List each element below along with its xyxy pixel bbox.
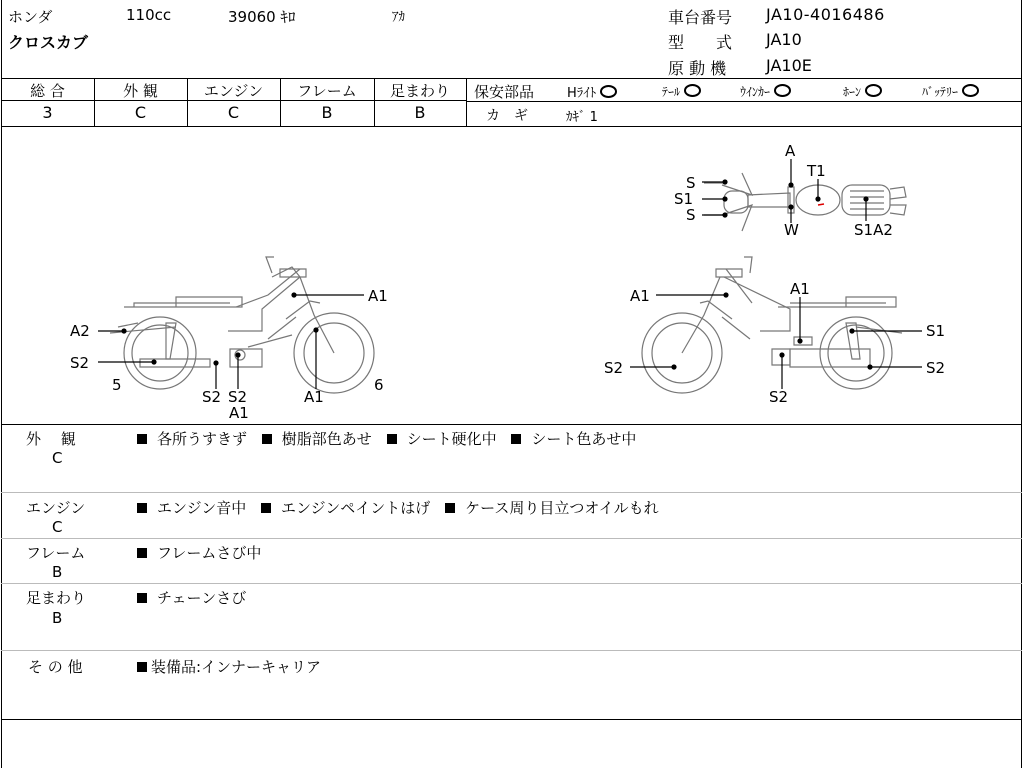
mileage: 39060 ｷﾛ: [228, 8, 296, 26]
left-side-bike: [110, 257, 374, 393]
grade-engine-value: C: [227, 103, 240, 122]
remark-engine-grade: C: [52, 518, 63, 536]
color: ｱｶ: [392, 10, 405, 25]
bullet-icon: [137, 434, 147, 444]
remark-exterior-grade: C: [52, 449, 63, 467]
remark-engine-items: エンジン音中 エンジンペイントはげ ケース周り目立つオイルもれ: [137, 497, 669, 518]
safety-horn: ﾎｰﾝ: [843, 83, 882, 100]
label-a1-mid: A1: [304, 388, 324, 406]
remark-other-items: 装備品:インナーキャリア: [137, 656, 331, 677]
bullet-icon: [137, 503, 147, 513]
grade-engine-label: エンジン: [203, 82, 264, 100]
bullet-icon: [137, 548, 147, 558]
remark-suspension-items: チェーンさび: [137, 587, 256, 608]
engine-label: 原 動 機: [668, 59, 727, 78]
safety-label: 保安部品: [474, 83, 535, 101]
divider: [1, 492, 1022, 493]
type-value: JA10: [766, 30, 802, 49]
label-a1-top: A1: [368, 287, 388, 305]
bullet-icon: [445, 503, 455, 513]
divider: [1, 538, 1022, 539]
divider: [1, 583, 1022, 584]
right-side-bike: [642, 257, 902, 393]
label-s2-b: S2: [202, 388, 222, 406]
divider: [1, 719, 1022, 720]
damage-diagram: [0, 127, 1024, 423]
bullet-icon: [511, 434, 521, 444]
ok-circle-icon: [962, 84, 979, 97]
frame-no: JA10-4016486: [766, 5, 885, 24]
label-6: 6: [374, 376, 384, 394]
grade-total-label: 総 合: [30, 82, 65, 100]
label-s-upper: S: [686, 174, 696, 192]
divider: [466, 78, 467, 126]
ok-circle-icon: [865, 84, 882, 97]
bullet-icon: [137, 593, 147, 603]
safety-battery: ﾊﾞｯﾃﾘｰ: [922, 83, 979, 100]
grade-suspension-label: 足まわり: [389, 82, 450, 100]
label-s2-right-right: S2: [926, 359, 946, 377]
grade-total-value: 3: [42, 103, 53, 122]
remark-frame-label: フレーム: [26, 544, 86, 562]
grade-frame-value: B: [321, 103, 333, 122]
remark-exterior-label: 外 観: [26, 430, 76, 448]
safety-winker: ｳｲﾝｶｰ: [740, 83, 791, 100]
grade-frame-label: フレーム: [297, 82, 357, 100]
label-s2-c: S2: [228, 388, 248, 406]
safety-tail: ﾃｰﾙ: [662, 83, 701, 100]
label-s1-right: S1: [926, 322, 946, 340]
bullet-icon: [262, 434, 272, 444]
remark-frame-items: フレームさび中: [137, 542, 271, 563]
label-s-lower: S: [686, 206, 696, 224]
safety-headlight: Hﾗｲﾄ: [567, 82, 617, 101]
maker: ホンダ: [8, 8, 53, 26]
divider: [466, 101, 1022, 102]
ok-circle-icon: [774, 84, 791, 97]
label-s1: S1: [674, 190, 694, 208]
key-label: カ ギ: [486, 108, 528, 124]
label-s2-right-left: S2: [604, 359, 624, 377]
divider: [1, 650, 1022, 651]
label-a1-right-b: A1: [790, 280, 810, 298]
divider: [1, 78, 1022, 79]
bullet-icon: [261, 503, 271, 513]
grade-exterior-value: C: [134, 103, 147, 122]
type-label: 型 式: [668, 33, 733, 52]
red-mark: [818, 204, 824, 205]
ok-circle-icon: [684, 84, 701, 97]
label-t1: T1: [807, 162, 826, 180]
grade-suspension-value: B: [414, 103, 426, 122]
key-value: ｶｷﾞ 1: [566, 110, 598, 125]
label-a1-bottom: A1: [229, 404, 249, 422]
label-w: W: [784, 221, 799, 239]
ok-circle-icon: [600, 85, 617, 98]
remark-other-label: そ の 他: [28, 658, 83, 676]
label-s2-left: S2: [70, 354, 90, 372]
model-name: クロスカブ: [8, 33, 89, 52]
remark-frame-grade: B: [52, 563, 63, 581]
remark-suspension-grade: B: [52, 609, 63, 627]
grade-exterior-label: 外 観: [123, 82, 158, 100]
engine-value: JA10E: [766, 56, 812, 75]
divider: [1, 424, 1022, 425]
label-a2: A2: [70, 322, 90, 340]
displacement: 110cc: [126, 6, 172, 24]
remark-exterior-items: 各所うすきず 樹脂部色あせ シート硬化中 シート色あせ中: [137, 428, 646, 449]
label-a: A: [785, 142, 796, 160]
frame-no-label: 車台番号: [668, 8, 733, 27]
remark-suspension-label: 足まわり: [26, 589, 87, 607]
bullet-icon: [137, 662, 147, 672]
label-a1-right: A1: [630, 287, 650, 305]
label-s1a2: S1A2: [854, 221, 893, 239]
label-s2-right-bottom: S2: [769, 388, 789, 406]
remark-engine-label: エンジン: [26, 499, 86, 517]
bullet-icon: [387, 434, 397, 444]
label-5: 5: [112, 376, 122, 394]
